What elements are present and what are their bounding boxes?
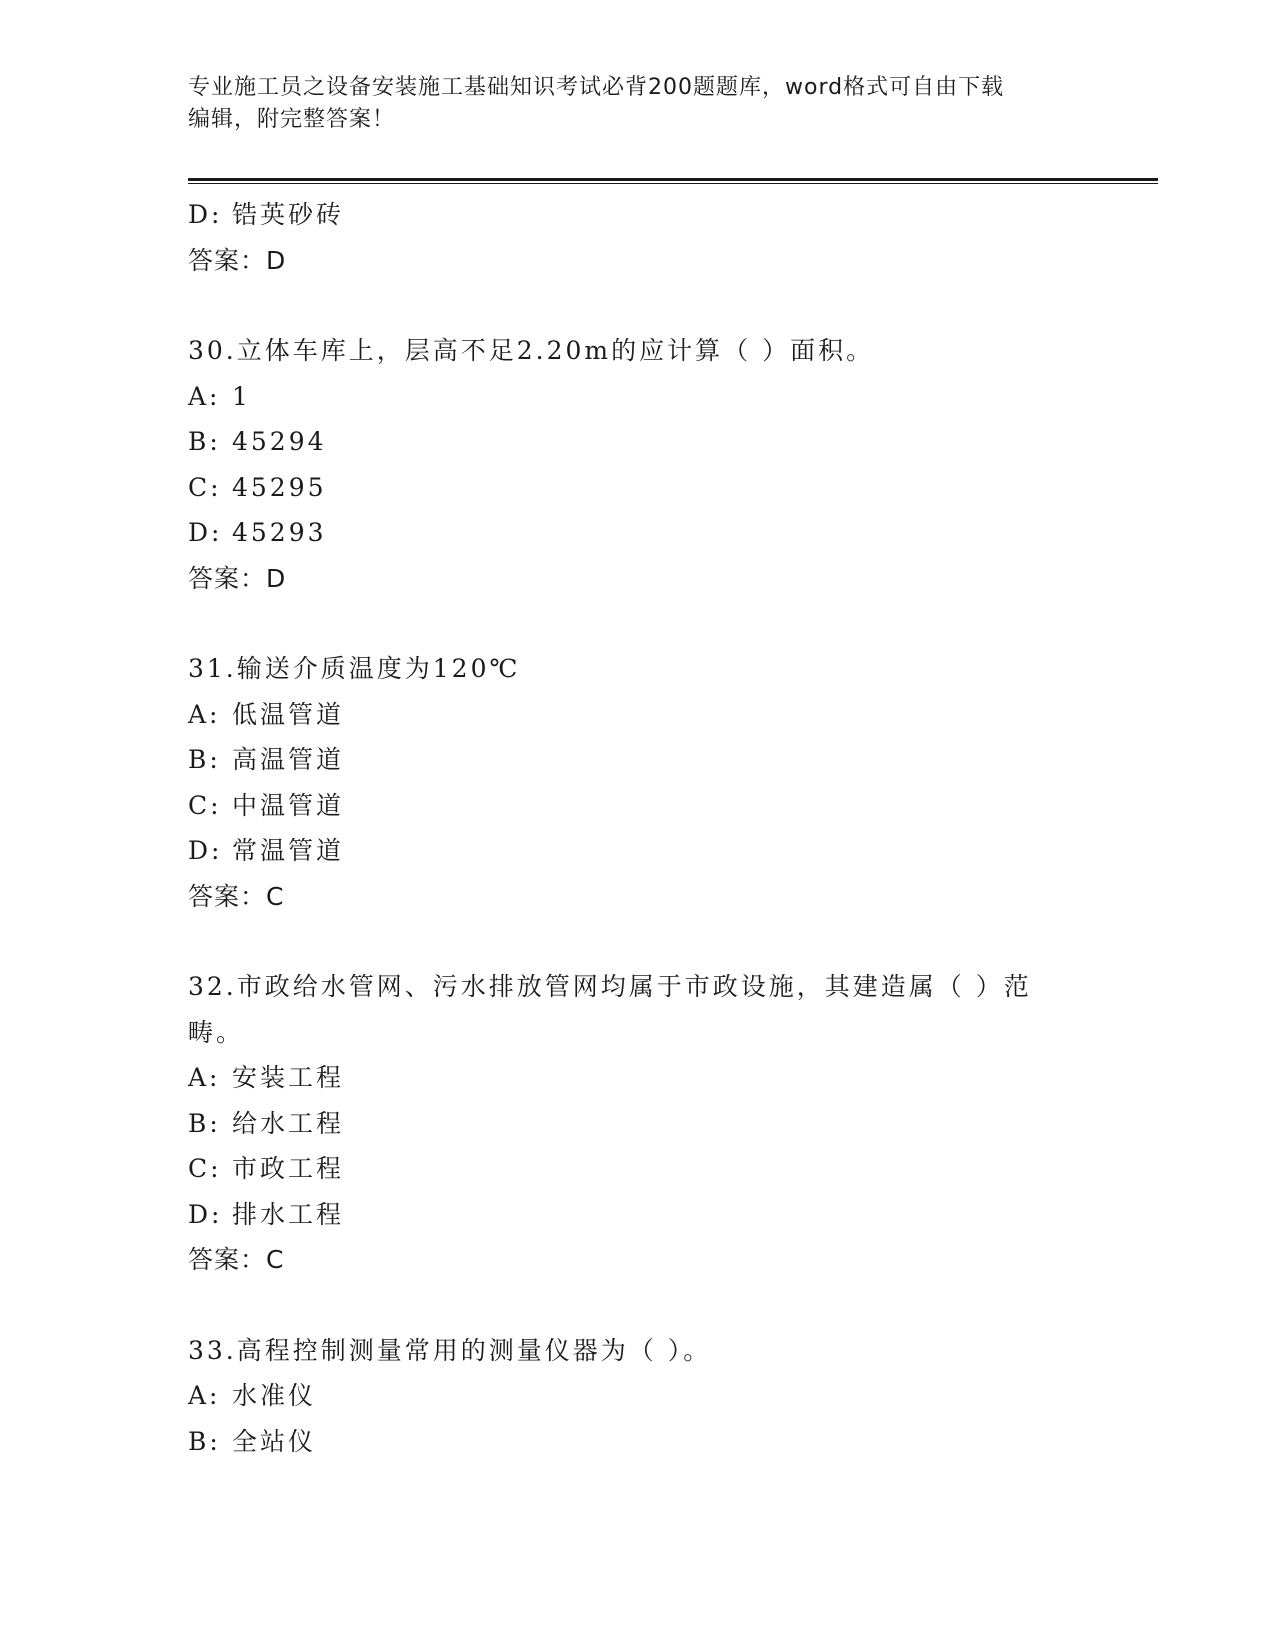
- option-letter: D:: [188, 518, 223, 547]
- option-item: [188, 1146, 1088, 1192]
- option-item: [188, 374, 1088, 420]
- option-letter: D:: [188, 1199, 223, 1229]
- question-stem: 畴。: [188, 1017, 245, 1047]
- option-item: [188, 783, 1088, 829]
- question-stem: 32.市政给水管网、污水排放管网均属于市政设施，其建造属（ ）范: [188, 972, 1032, 1001]
- question-block: [188, 964, 1088, 1283]
- option-text: 1: [232, 381, 251, 411]
- option-text: 高温管道: [232, 745, 345, 774]
- question-stem: 33.高程控制测量常用的测量仪器为（ ）。: [188, 1335, 712, 1365]
- questions-container: [188, 328, 1088, 1464]
- option-text: 水准仪: [232, 1381, 317, 1410]
- option-item: [188, 192, 1088, 238]
- option-text: 低温管道: [232, 699, 345, 729]
- answer-line: 答案：C: [188, 1245, 285, 1274]
- option-letter: D:: [188, 836, 223, 865]
- option-text: 45293: [232, 518, 327, 547]
- option-text: 市政工程: [232, 1154, 345, 1183]
- option-text: 45295: [232, 472, 327, 502]
- option-text: 常温管道: [232, 836, 345, 865]
- option-letter: A:: [188, 699, 221, 729]
- option-letter: A:: [188, 1063, 221, 1092]
- option-text: 锆英砂砖: [232, 200, 345, 229]
- header-divider-thin: [188, 183, 1158, 184]
- option-item: [188, 465, 1088, 511]
- option-letter: C:: [188, 790, 222, 820]
- option-item: [188, 1101, 1088, 1147]
- option-item: [188, 1192, 1088, 1238]
- option-item: [188, 510, 1088, 556]
- option-item: [188, 1055, 1088, 1101]
- option-letter: B:: [188, 745, 221, 774]
- option-letter: B:: [188, 1108, 221, 1138]
- answer-line: 答案：D: [188, 563, 287, 593]
- header-divider-thick: [188, 178, 1158, 181]
- answer-line: 答案：C: [188, 881, 285, 911]
- option-item: [188, 692, 1088, 738]
- question-stem: 31.输送介质温度为120℃: [188, 654, 521, 683]
- header-line-2: 编辑，附完整答案！: [188, 107, 396, 132]
- option-item: [188, 419, 1088, 465]
- option-text: 中温管道: [232, 790, 345, 820]
- option-item: [188, 737, 1088, 783]
- option-item: [188, 1419, 1088, 1465]
- option-text: 排水工程: [232, 1199, 345, 1229]
- option-text: 给水工程: [232, 1108, 345, 1138]
- question-block: [188, 646, 1088, 919]
- option-letter: C:: [188, 1154, 222, 1183]
- option-item: [188, 828, 1088, 874]
- question-block: [188, 328, 1088, 601]
- question-stem: 30.立体车库上，层高不足2.20m的应计算（ ）面积。: [188, 336, 875, 365]
- header-line-1: 专业施工员之设备安装施工基础知识考试必背200题题库，word格式可自由下载: [188, 75, 1005, 100]
- option-text: 45294: [232, 427, 327, 456]
- question-list: [188, 192, 1088, 1464]
- option-text: 安装工程: [232, 1063, 345, 1092]
- option-text: 全站仪: [232, 1426, 317, 1456]
- option-letter: A:: [188, 1381, 221, 1410]
- option-letter: C:: [188, 472, 222, 502]
- question-block: [188, 1328, 1088, 1465]
- option-letter: B:: [188, 427, 221, 456]
- option-letter: D:: [188, 200, 223, 229]
- document-header: [188, 72, 1088, 136]
- option-letter: A:: [188, 381, 221, 411]
- option-letter: B:: [188, 1426, 221, 1456]
- option-item: [188, 1373, 1088, 1419]
- answer-line: 答案：D: [188, 245, 287, 275]
